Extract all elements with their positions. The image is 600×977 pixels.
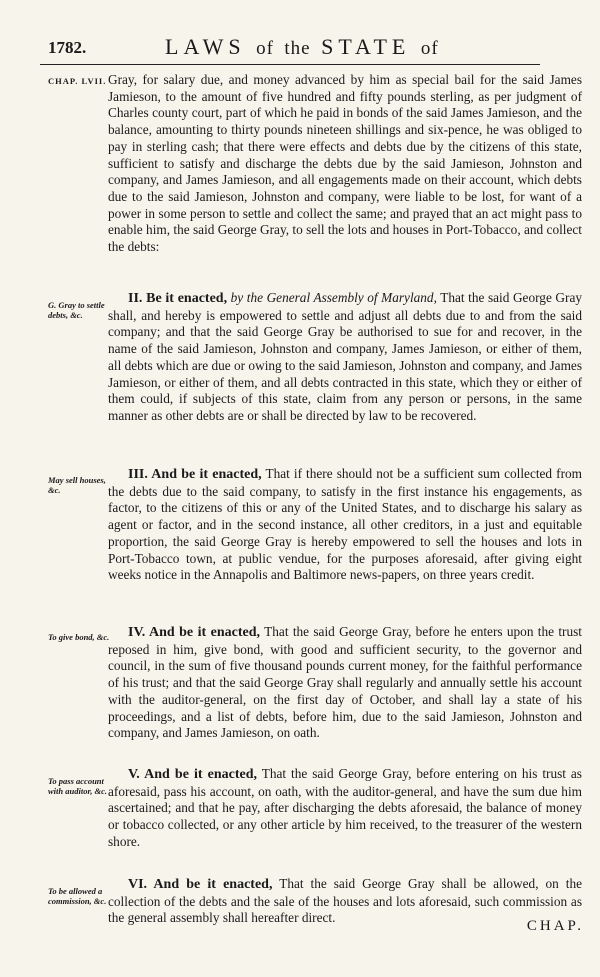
chapter-number: CHAP. LVII. <box>48 76 107 86</box>
section-vi-text: That the said George Gray shall be allowed, on the collection of the debts and the sale of the houses and lots aforesaid, such commission as the general assembly shall hereafter direct. <box>108 876 582 926</box>
section-ii-heading: II. Be it enacted, <box>128 291 228 306</box>
paragraph-text: Gray, for salary due, and money advanced by him as special bail for the said James Jamieson, to the amount of five hundred and fifty pounds sterling, as per judgment of Charles county court, part of which he paid in bonds of the said James Jamieson, and the balance, amounting to thirty pounds nineteen shillings and six-pence, he was obliged to pay in sterling cash; that there were effects and debts due by the citizens of this state, sufficient to satisfy and discharge the debts due by the said Jamieson, Johnston and company, and James Jamieson, and all engagements made on their account, which debts due to the said Jamieson, Johnston and company, were liable to be lost, for want of a power in some person to settle and collect the same; and prayed that an act might pass to enable him, the said George Gray, to sell the lots and houses in Port-Tobacco, and collect the debts: <box>108 72 582 255</box>
section-iii-heading: III. And be it enacted, <box>128 467 262 482</box>
running-title <box>165 34 439 60</box>
margin-note-pass-account: To pass account with auditor, &c. <box>48 776 108 796</box>
section-v <box>108 766 582 851</box>
section-iii-text: That if there should not be a sufficient sum collected from the debts due to the said company, to satisfy in the first instance his engagements, as factor, to the citizens of this or any of the United States, and to discharge his salary as agent or factor, and in the second instance, all other creditors, in a just and equitable proportion, the said George Gray is hereby empowered to sell the houses and lots in Port-Tobacco town, at public vendue, for the purposes aforesaid, after giving eight weeks notice in the Annapolis and Baltimore news-papers, on three years credit. <box>108 466 582 583</box>
section-v-heading: V. And be it enacted, <box>128 767 258 782</box>
title-state: STATE <box>321 34 411 59</box>
enacting-authority: by the General Assembly of Maryland, <box>230 290 437 305</box>
title-the: the <box>284 38 311 59</box>
paragraph-preamble <box>108 72 582 256</box>
margin-note-give-bond: To give bond, &c. <box>48 632 110 642</box>
title-laws: LAWS <box>165 34 246 59</box>
margin-note-commission: To be allowed a commission, &c. <box>48 886 107 906</box>
section-ii <box>108 290 582 425</box>
section-iv-heading: IV. And be it enacted, <box>128 625 261 640</box>
section-iv <box>108 624 582 742</box>
section-vi <box>108 876 582 927</box>
section-v-text: That the said George Gray, before entering on his trust as aforesaid, pass his account, on oath, with the auditor-general, and have the sum due him ascertained; and that he pay, after discharging the debts aforesaid, the balance of money or tobacco collected, or any other article by him received, to the treasurer of the western shore. <box>108 766 582 849</box>
page-header <box>40 34 540 65</box>
margin-note-sell-houses: May sell houses, &c. <box>48 475 106 495</box>
section-iii <box>108 466 582 584</box>
section-vi-heading: VI. And be it enacted, <box>128 877 273 892</box>
page-year: 1782. <box>48 38 87 57</box>
title-of: of <box>256 38 274 59</box>
section-iv-text: That the said George Gray, before he enters upon the trust reposed in him, give bond, with good and sufficient security, to the governor and council, in the sum of five thousand pounds current money, for the faithful performance of his trust; and that the said George Gray shall regularly and annually settle his account with the auditor-general, on the first day of October, and shall lay a state of his proceedings, and a list of debts, before him, due to the said Jamieson, Johnston and company, and James Jamieson, on oath. <box>108 624 582 741</box>
title-of-2: of <box>420 38 439 59</box>
margin-note-settle-debts: G. Gray to settle debts, &c. <box>48 300 105 320</box>
section-ii-text: That the said George Gray shall, and hereby is empowered to settle and adjust all debts due to and from the said company; and that the said George Gray be authorised to sue for and recover, in the name of the said Jamieson, Johnston and company, James Jamieson, or either of them, all debts which are due or owing to the said Jamieson, Johnston and company, and James Jamieson, or either of them, and all debts contracted in this state, which they or either of them could, if subjects of this state, claim from any person or persons, in the same manner as other debts are or shall be directed by law to be recovered. <box>108 290 582 423</box>
catchword: CHAP. <box>526 918 584 934</box>
